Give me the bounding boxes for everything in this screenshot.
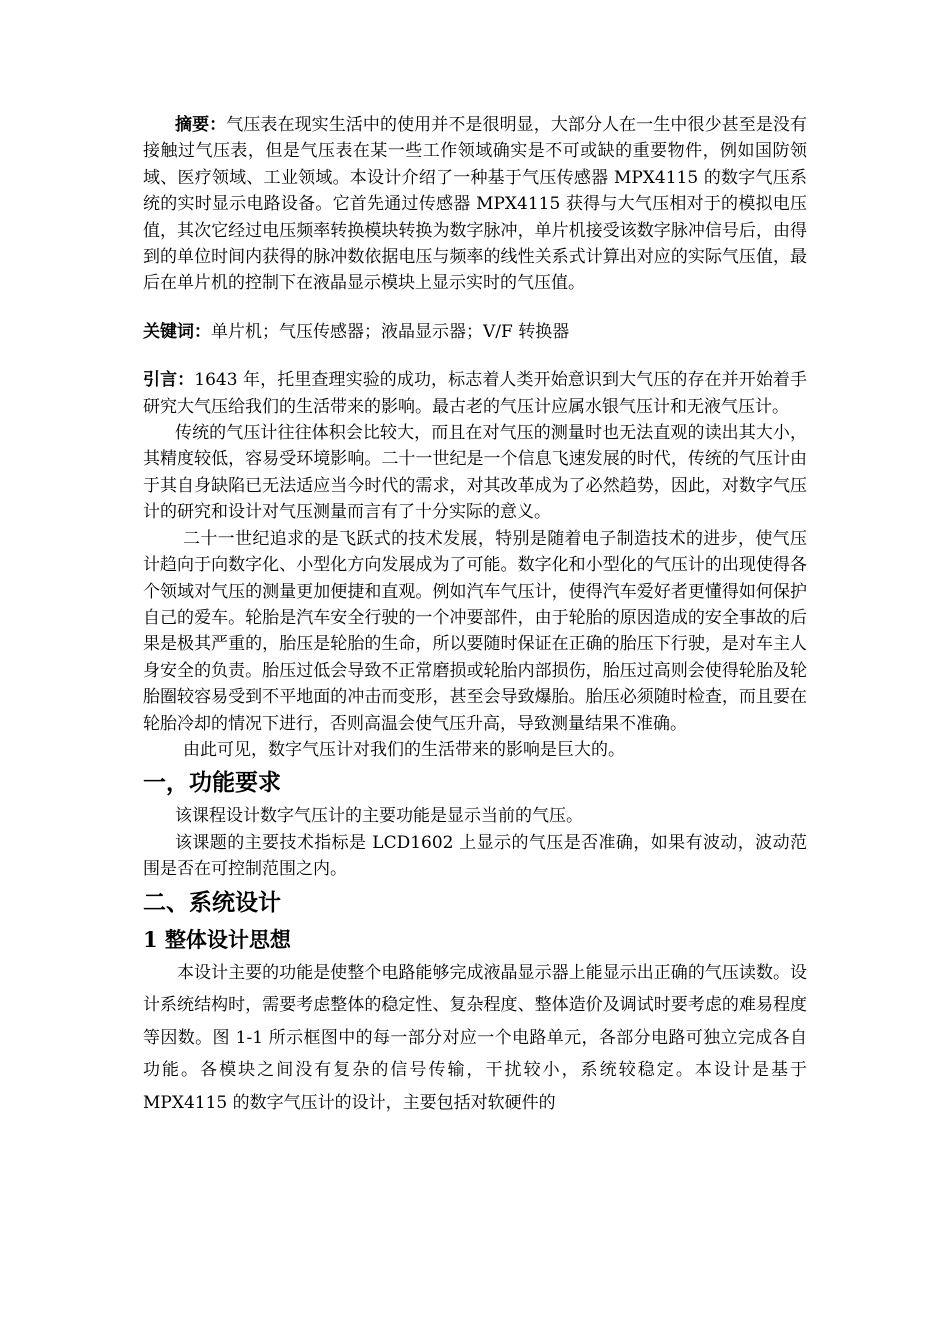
- intro-label: 引言：: [143, 370, 195, 391]
- section-heading-system-design: 二、系统设计: [143, 889, 281, 916]
- intro-paragraph-4: 由此可见，数字气压计对我们的生活带来的影响是巨大的。: [183, 739, 625, 760]
- overall-design-paragraph: 本设计主要的功能是使整个电路能够完成液晶显示器上能显示出正确的气压读数。设计系统结构时，需要考虑整体的稳定性、复杂程度、整体造价及调试时要考虑的难易程度等因数。图 1-1 所示框图中的每一部分对应一个电路单元，各部分电路可独立完成各自功能。各模块之间没有复杂的信号传输，干扰较小，系统较稳定。本设计是基于 MPX4115 的数字气压计的设计，主要包括对软硬件的: [143, 962, 807, 1113]
- keywords-text: 单片机；气压传感器；液晶显示器；V/F 转换器: [211, 321, 570, 342]
- function-paragraph-1: 该课程设计数字气压计的主要功能是显示当前的气压。: [175, 806, 583, 827]
- abstract-paragraph: [143, 112, 807, 297]
- intro-text: 1643 年，托里查理实验的成功，标志着人类开始意识到大气压的存在并开始着手研究大气压给我们的生活带来的影响。最古老的气压计应属水银气压计和无液气压计。: [143, 370, 807, 417]
- intro-paragraph-3: 二十一世纪追求的是飞跃式的技术发展，特别是随着电子制造技术的进步，使气压计趋向于向数字化、小型化方向发展成为了可能。数字化和小型化的气压计的出现使得各个领域对气压的测量更加便捷和直观。例如汽车气压计，使得汽车爱好者更懂得如何保护自己的爱车。轮胎是汽车安全行驶的一个冲要部件，由于轮胎的原因造成的安全事故的后果是极其严重的，胎压是轮胎的生命，所以要随时保证在正确的胎压下行驶，是对车主人身安全的负责。胎压过低会导致不正常磨损或轮胎内部损伤，胎压过高则会使得轮胎及轮胎圈较容易受到不平地面的冲击而变形，甚至会导致爆胎。胎压必须随时检查，而且要在轮胎冷却的情况下进行，否则高温会使气压升高，导致测量结果不准确。: [143, 528, 807, 734]
- abstract-text: 气压表在现实生活中的使用并不是很明显，大部分人在一生中很少甚至是没有接触过气压表，但是气压表在某一些工作领域确实是不可或缺的重要物件，例如国防领域、医疗领域、工业领域。本设计介绍了一种基于气压传感器 MPX4115 的数字气压系统的实时显示电路设备。它首先通过传感器 MPX4115 获得与大气压相对于的模拟电压值，其次它经过电压频率转换模块转换为数字脉冲，单片机接受该数字脉冲信号后，由得到的单位时间内获得的脉冲数依据电压与频率的线性关系式计算出对应的实际气压值，最后在单片机的控制下在液晶显示模块上显示实时的气压值。: [143, 115, 807, 294]
- function-paragraph-2: 该课题的主要技术指标是 LCD1602 上显示的气压是否准确，如果有波动，波动范围是否在可控制范围之内。: [143, 832, 807, 880]
- intro-paragraph: [143, 367, 807, 420]
- subsection-heading-overall-design: 1 整体设计思想: [143, 926, 291, 952]
- intro-paragraph-2: 传统的气压计往往体积会比较大，而且在对气压的测量时也无法直观的读出其大小，其精度较低，容易受环境影响。二十一世纪是一个信息飞速发展的时代，传统的气压计由于其自身缺陷已无法适应当今时代的需求，对其改革成为了必然趋势，因此，对数字气压计的研究和设计对气压测量而言有了十分实际的意义。: [143, 423, 807, 523]
- document-page: [143, 112, 807, 1119]
- keywords-label: 关键词：: [143, 321, 211, 342]
- section-heading-function: 一，功能要求: [143, 770, 281, 797]
- abstract-label: 摘要：: [175, 115, 227, 135]
- keywords-paragraph: [143, 319, 807, 345]
